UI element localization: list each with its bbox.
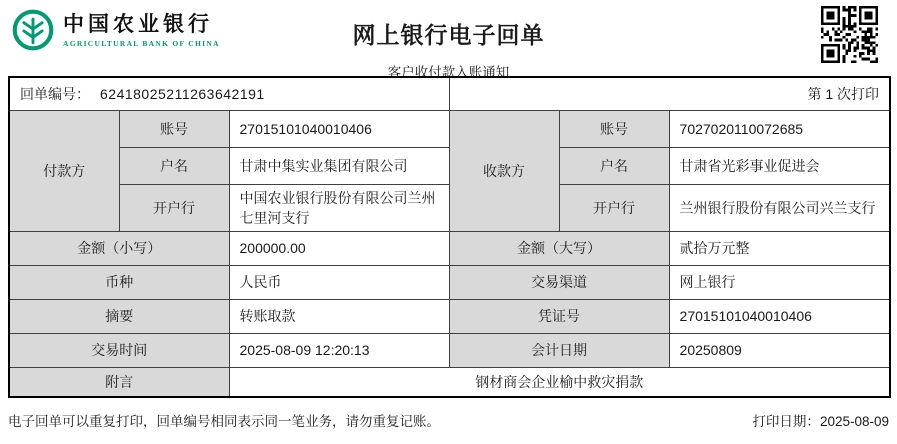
payer-account-label: 账号 [119,110,229,147]
channel-label: 交易渠道 [449,265,669,299]
table-row [9,333,890,367]
payee-name-value: 甘肃省光彩事业促进会 [669,147,890,184]
payer-name-value: 甘肃中集实业集团有限公司 [229,147,449,184]
header [0,0,897,80]
table-row [9,299,890,333]
remark-value: 钢材商会企业榆中救灾捐款 [229,367,890,397]
bank-name-en: AGRICULTURAL BANK OF CHINA [63,39,220,48]
payee-account-label: 账号 [559,110,669,147]
receipt-number-value: 62418025211263642191 [100,85,265,102]
voucher-no-label: 凭证号 [449,299,669,333]
bank-name-cn: 中国农业银行 [63,12,213,36]
receipt-number-label: 回单编号： [20,85,90,102]
payer-name-label: 户名 [119,147,229,184]
payer-account-value: 27015101040010406 [229,110,449,147]
footer-note: 电子回单可以重复打印，回单编号相同表示同一笔业务，请勿重复记账。 [8,414,440,429]
amount-upper-label: 金额（大写） [449,231,669,265]
payee-bank-label: 开户行 [559,184,669,231]
amount-lower-label: 金额（小写） [9,231,229,265]
accounting-date-value: 20250809 [669,333,890,367]
print-date [752,410,889,430]
accounting-date-label: 会计日期 [449,333,669,367]
print-date-value: 2025-08-09 [819,414,889,429]
transaction-time-value: 2025-08-09 12:20:13 [229,333,449,367]
summary-label: 摘要 [9,299,229,333]
currency-label: 币种 [9,265,229,299]
receipt-number-cell [9,77,449,110]
table-row [9,231,890,265]
remark-label: 附言 [9,367,229,397]
amount-lower-value: 200000.00 [229,231,449,265]
footer [8,410,889,430]
payee-name-label: 户名 [559,147,669,184]
receipt-number-row [9,77,890,110]
page-title: 网上银行电子回单 [352,22,545,48]
page-subtitle: 客户收付款入账通知 [387,65,510,80]
table-row [9,110,890,147]
payee-bank-value: 兰州银行股份有限公司兴兰支行 [669,184,890,231]
amount-upper-value: 贰拾万元整 [669,231,890,265]
title-block [0,0,897,81]
channel-value: 网上银行 [669,265,890,299]
qr-code [821,6,878,63]
transaction-time-label: 交易时间 [9,333,229,367]
print-date-label: 打印日期： [752,414,820,429]
payer-bank-value: 中国农业银行股份有限公司兰州七里河支行 [229,184,449,231]
payer-group-label: 付款方 [9,110,119,231]
currency-value: 人民币 [229,265,449,299]
summary-value: 转账取款 [229,299,449,333]
table-row [9,265,890,299]
remark-row [9,367,890,397]
payee-group-label: 收款方 [449,110,559,231]
payer-bank-label: 开户行 [119,184,229,231]
voucher-no-value: 27015101040010406 [669,299,890,333]
receipt-table [8,76,891,398]
payee-account-value: 7027020110072685 [669,110,890,147]
print-count: 第 1 次打印 [449,77,890,110]
